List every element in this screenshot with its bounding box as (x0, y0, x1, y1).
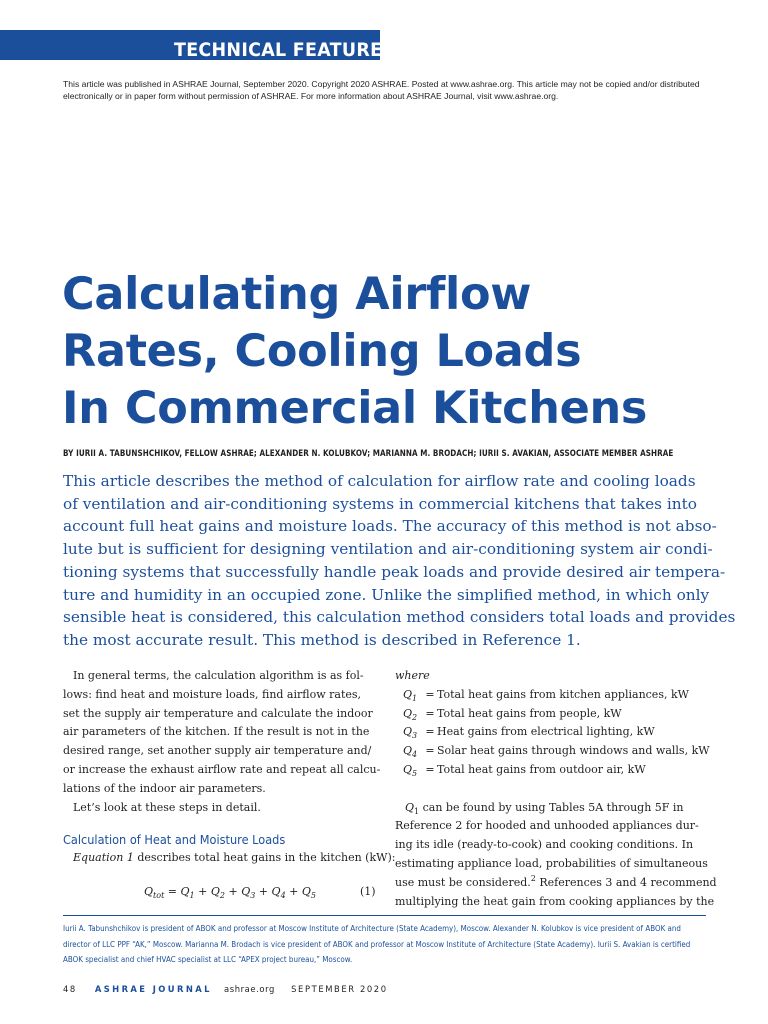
body-line: desired range, set another supply air temperature and/ (63, 744, 372, 758)
copyright-line: electronically or in paper form without permission of ASHRAE. For more information about ASHRAE Journal, visit www.ashrae.org. (63, 91, 559, 101)
body-line: Let’s look at these steps in detail. (73, 800, 261, 814)
article-abstract (63, 470, 736, 652)
body-line: In general terms, the calculation algorithm is as fol- (73, 669, 364, 682)
body-line: set the supply air temperature and calculate the indoor (63, 706, 373, 720)
variable-desc: Solar heat gains through windows and walls, kW (437, 744, 710, 758)
body-line: lations of the indoor air parameters. (63, 781, 266, 795)
section-heading: Calculation of Heat and Moisture Loads (63, 832, 286, 848)
copyright-line: This article was published in ASHRAE Journal, September 2020. Copyright 2020 ASHRAE. Posted at www.ashrae.org. This article may not be copied and/or distributed (63, 79, 700, 89)
variable-desc: Heat gains from electrical lighting, kW (437, 725, 655, 739)
variable-desc: Total heat gains from people, kW (437, 706, 622, 720)
abstract-line: lute but is sufficient for designing ventilation and air-conditioning system air condi- (63, 540, 713, 559)
bio-line: Iurii A. Tabunshchikov is president of ABOK and professor at Moscow Institute of Architecture (State Academy), Moscow. Alexander N. Kolubkov is vice president of ABOK and (63, 923, 681, 933)
body-line: estimating appliance load, probabilities of simultaneous (395, 856, 708, 870)
eq-subscript: 5 (310, 891, 316, 901)
issue-date: SEPTEMBER 2020 (291, 984, 388, 994)
eq-symbol: Q (144, 885, 154, 899)
right-column (395, 667, 715, 911)
body-line: $Q_1$ can be found by using Tables 5A through 5F in (405, 800, 684, 816)
reference-superscript: 2 (530, 873, 536, 883)
abstract-line: account full heat gains and moisture loads. The accuracy of this method is not abso- (63, 517, 717, 536)
body-line: air parameters of the kitchen. If the result is not in the (63, 725, 370, 739)
body-line: or increase the exhaust airflow rate and repeat all calcu- (63, 762, 381, 776)
equation-body (144, 883, 316, 902)
variable-row (395, 705, 715, 724)
author-bios (63, 921, 713, 968)
equation-ref: Equation 1 (73, 851, 134, 865)
variable-desc: Total heat gains from outdoor air, kW (437, 762, 646, 776)
page-number: 48 (63, 984, 77, 994)
title-line: Rates, Cooling Loads (62, 326, 582, 377)
abstract-line: sensible heat is considered, this calculation method considers total loads and provides (63, 608, 736, 627)
equation-intro-text: describes total heat gains in the kitchen (kW): (133, 851, 396, 865)
eq-subscript: 4 (280, 891, 286, 901)
variable-symbol: $Q_4$ (403, 744, 418, 760)
paragraph-gap (395, 780, 715, 799)
title-line: In Commercial Kitchens (62, 383, 648, 434)
equation-number: (1) (360, 885, 376, 899)
variable-equals: = (425, 706, 435, 720)
abstract-line: of ventilation and air-conditioning systems in commercial kitchens that takes into (63, 494, 697, 513)
abstract-line: tioning systems that successfully handle peak loads and provide desired air tempera- (63, 562, 726, 581)
variable-row (395, 686, 715, 705)
eq-operator: + (194, 885, 211, 899)
eq-symbol: Q (241, 885, 251, 899)
variable-desc: Total heat gains from kitchen appliances, kW (437, 687, 689, 701)
author-byline: BY IURII A. TABUNSHCHIKOV, FELLOW ASHRAE; ALEXANDER N. KOLUBKOV; MARIANNA M. BRODACH; IURII S. AVAKIAN, ASSOCIATE MEMBER ASHRAE (63, 448, 674, 458)
bio-divider (63, 915, 706, 916)
equation-1 (63, 883, 376, 903)
eq-subscript: 2 (219, 891, 225, 901)
eq-subscript: 1 (189, 891, 195, 901)
eq-symbol: Q (301, 885, 311, 899)
bio-line: ABOK specialist and chief HVAC specialist at LLC “APEX project bureau,” Moscow. (63, 954, 353, 965)
body-line: lows: find heat and moisture loads, find airflow rates, (63, 687, 362, 701)
eq-operator: + (285, 885, 302, 899)
eq-symbol: Q (271, 885, 281, 899)
bio-line: director of LLC PPF “AK,” Moscow. Marianna M. Brodach is vice president of ABOK and professor at Moscow Institute of Architecture (State Academy). Iurii S. Avakian is certified (63, 938, 691, 949)
variable-symbol: $Q_5$ (403, 762, 418, 778)
variable-equals: = (425, 744, 435, 758)
section-label: TECHNICAL FEATURE (174, 39, 383, 61)
body-line: Reference 2 for hooded and unhooded appliances dur- (395, 819, 699, 833)
body-line: multiplying the heat gain from cooking appliances by the (395, 894, 715, 908)
variable-symbol: $Q_1$ (403, 687, 418, 703)
left-column (63, 667, 396, 903)
eq-symbol: Q (210, 885, 220, 899)
variable-row (395, 761, 715, 780)
variable-symbol: $Q_3$ (403, 725, 418, 741)
equation-intro (63, 849, 396, 868)
article-title (62, 266, 742, 437)
eq-subscript: 3 (250, 891, 256, 901)
variable-equals: = (425, 762, 435, 776)
abstract-line: ture and humidity in an occupied zone. Unlike the simplified method, in which only (63, 585, 710, 604)
variable-equals: = (425, 725, 435, 739)
eq-symbol: Q (180, 885, 190, 899)
where-label: where (395, 669, 430, 682)
variable-equals: = (425, 687, 435, 701)
eq-operator: + (224, 885, 242, 899)
eq-operator: + (255, 885, 272, 899)
variable-row (395, 742, 715, 761)
journal-url: ashrae.org (224, 984, 275, 994)
variable-row (395, 723, 715, 742)
eq-subscript: tot (153, 891, 165, 901)
title-line: Calculating Airflow (62, 269, 532, 320)
body-line: use must be considered.$^2$ References 3 and 4 recommend (395, 873, 717, 889)
copyright-notice (63, 78, 713, 102)
abstract-line: the most accurate result. This method is described in Reference 1. (63, 630, 581, 649)
abstract-line: This article describes the method of calculation for airflow rate and cooling loads (63, 472, 696, 490)
body-line: ing its idle (ready-to-cook) and cooking conditions. In (395, 838, 694, 852)
eq-operator: = (164, 885, 181, 899)
page-footer (63, 984, 388, 994)
journal-name: ASHRAE JOURNAL (94, 984, 212, 994)
variable-symbol: $Q_2$ (403, 706, 418, 722)
